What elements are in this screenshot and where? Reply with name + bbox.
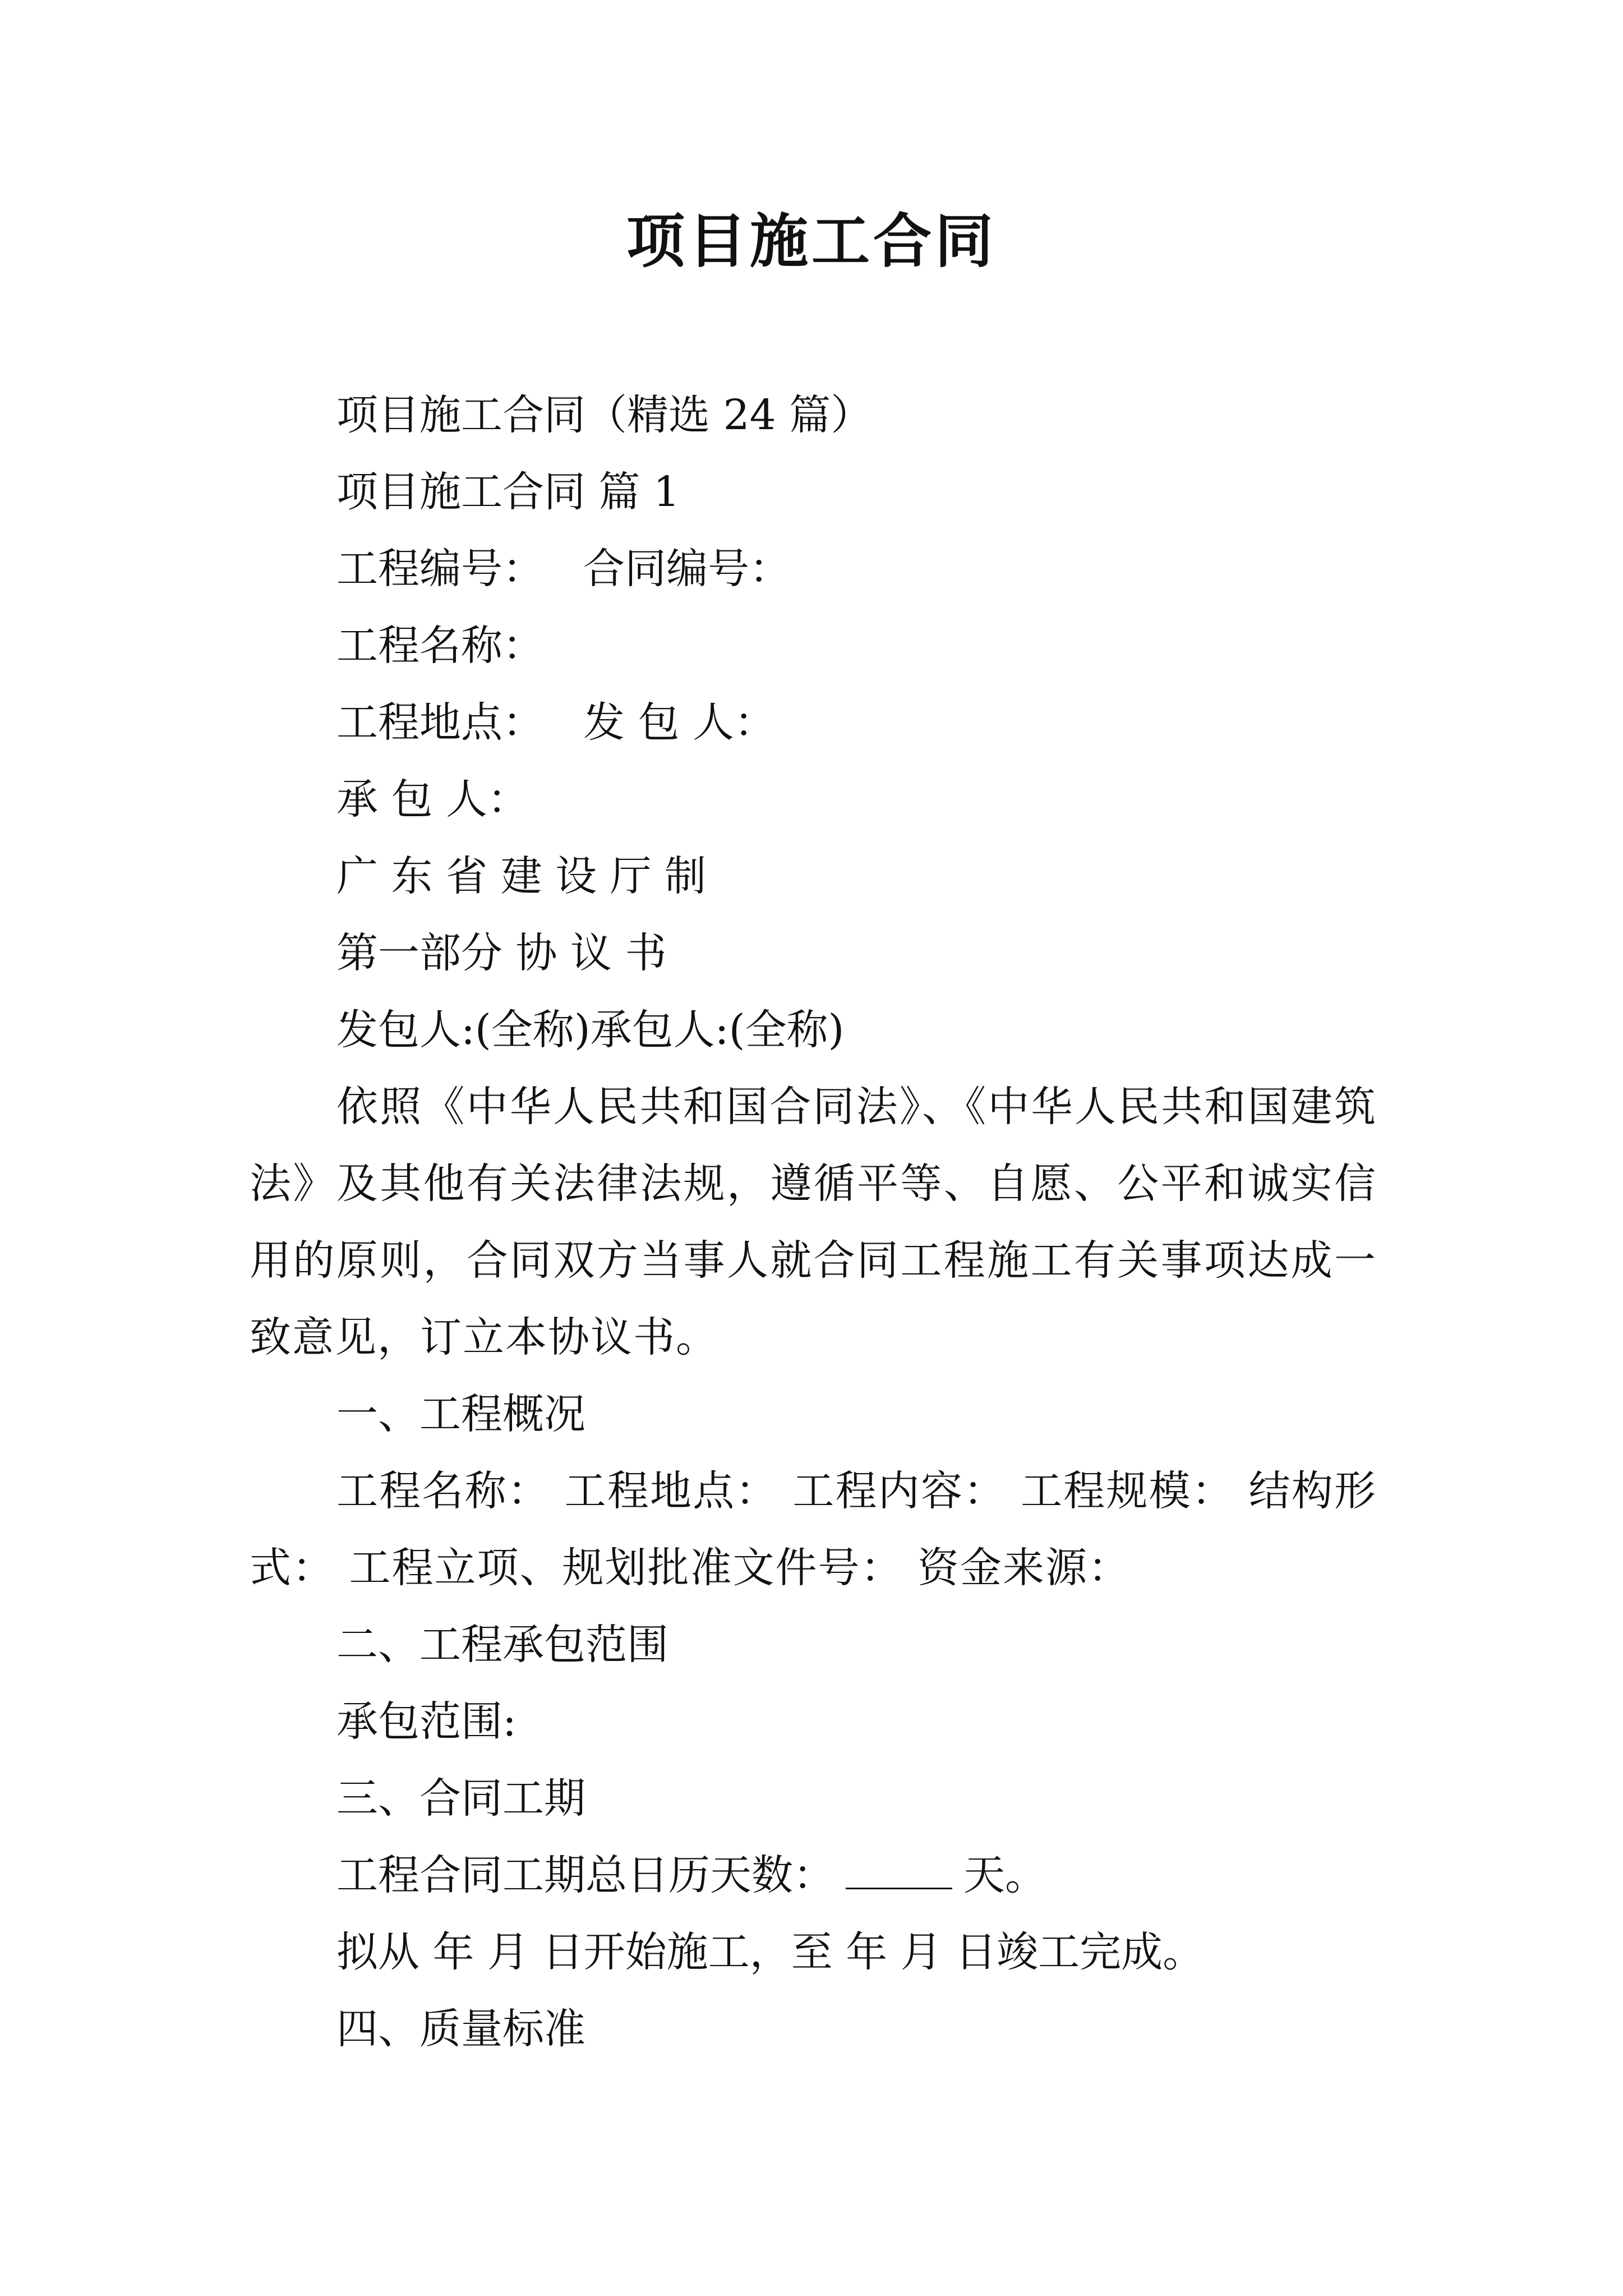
overview-paragraph: 工程名称： 工程地点： 工程内容： 工程规模： 结构形式： 工程立项、规划批准文件号： 资金来源： — [250, 1467, 1377, 1592]
intro-paragraph: 依照《中华人民共和国合同法》、《中华人民共和国建筑法》及其他有关法律法规，遵循平等、自愿、公平和诚实信用的原则，合同双方当事人就合同工程施工有关事项达成一致意见，订立本协议书。 — [250, 1083, 1377, 1361]
part-one-heading: 第一部分 协 议 书 — [336, 929, 667, 977]
section-heading-3: 三、合同工期 — [336, 1774, 585, 1823]
days-unit: 天。 — [963, 1851, 1046, 1899]
section-line: 项目施工合同 篇 1 — [336, 468, 680, 516]
page-title: 项目施工合同 — [626, 206, 997, 275]
project-name-line: 工程名称： — [336, 622, 544, 670]
duration-line — [250, 1837, 1377, 1914]
schedule-line: 拟从 年 月 日开始施工，至 年 月 日竣工完成。 — [336, 1928, 1205, 1976]
section-heading-4: 四、质量标准 — [336, 2005, 585, 2053]
contract-number-label: 合同编号： — [583, 545, 791, 593]
section-heading-2: 二、工程承包范围 — [336, 1621, 668, 1669]
document-body — [250, 377, 1377, 2068]
location-line — [250, 684, 1377, 761]
numbers-line — [250, 531, 1377, 608]
days-blank — [846, 1854, 952, 1889]
project-location-label: 工程地点： — [336, 698, 544, 747]
contractor-line: 承 包 人： — [336, 775, 529, 823]
project-number-label: 工程编号： — [336, 545, 544, 593]
duration-label: 工程合同工期总日历天数： — [336, 1851, 834, 1899]
parties-line: 发包人:(全称)承包人:(全称) — [336, 1006, 845, 1054]
issuer-line: 广 东 省 建 设 厅 制 — [336, 852, 707, 900]
subtitle-line: 项目施工合同（精选 24 篇） — [336, 391, 873, 439]
scope-line: 承包范围: — [336, 1697, 517, 1746]
section-heading-1: 一、工程概况 — [336, 1390, 585, 1438]
employer-label: 发 包 人： — [583, 698, 776, 747]
